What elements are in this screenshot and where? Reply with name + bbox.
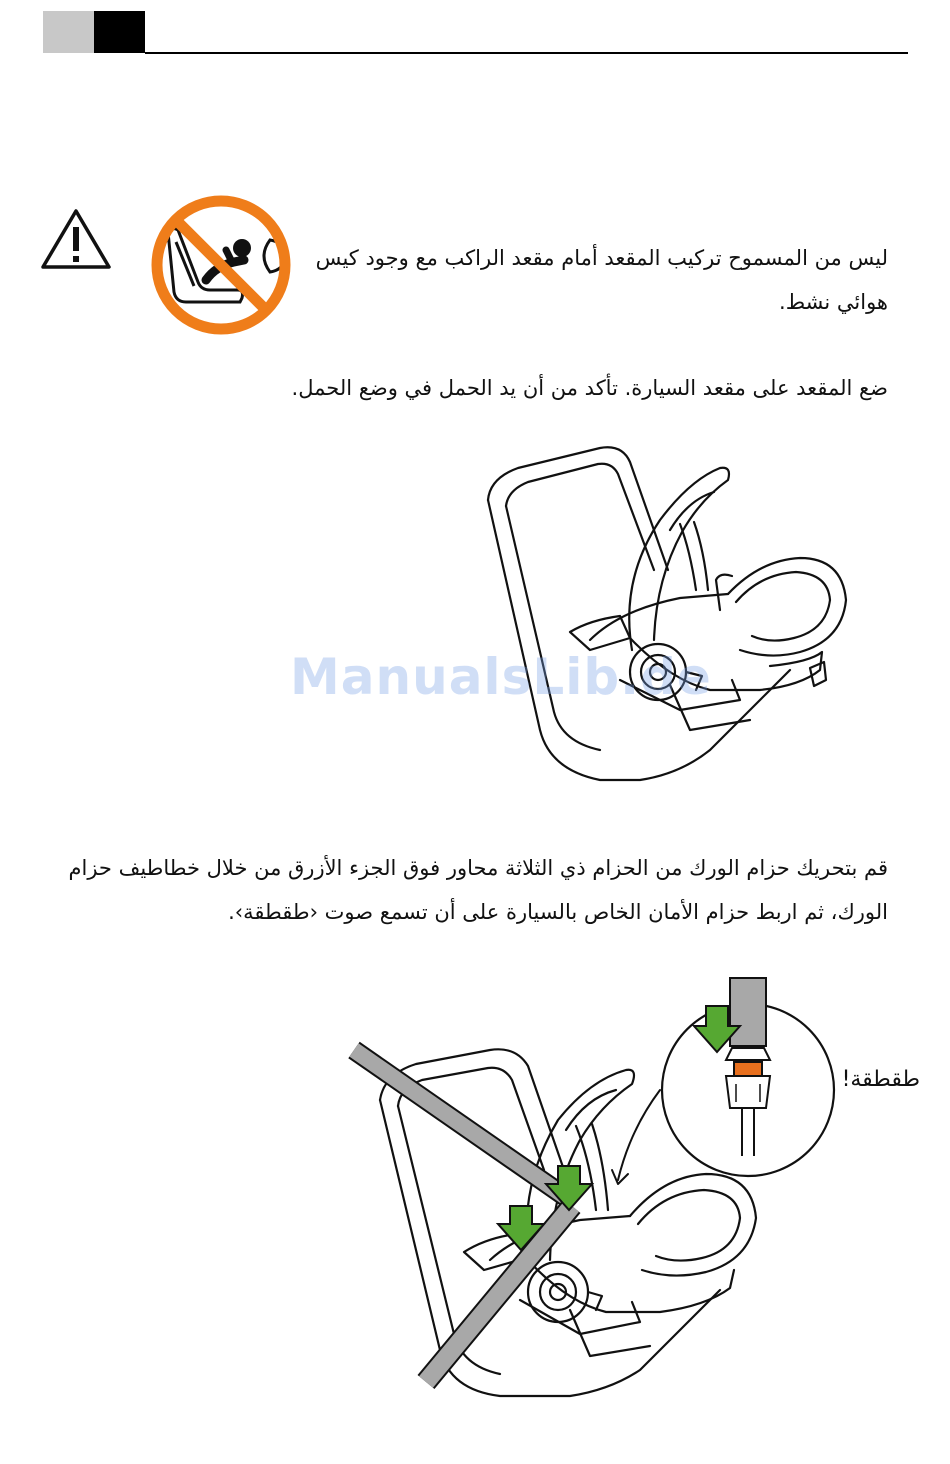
step-1-instruction: ضع المقعد على مقعد السيارة. تأكد من أن يد الحمل في وضع الحمل. xyxy=(291,376,888,400)
watermark: ManualsLib.de xyxy=(290,648,712,706)
click-sound-label: طقطقة! xyxy=(841,1067,920,1092)
header-grey-block xyxy=(43,11,94,53)
airbag-warning-text: ليس من المسموح تركيب المقعد أمام مقعد الراكب مع وجود كيس هوائي نشط. xyxy=(315,246,888,314)
belt-routing-illustration xyxy=(340,970,840,1410)
step-2-instruction: قم بتحريك حزام الورك من الحزام ذي الثلاثة محاور فوق الجزء الأزرق من خلال خطاطيف حزام الورك، ثم اربط حزام الأمان الخاص بالسيارة على أن تسمع صوت ‹طقطقة›. xyxy=(68,856,888,924)
warning-triangle-icon xyxy=(40,207,112,271)
no-active-airbag-icon xyxy=(146,190,296,340)
header-black-block xyxy=(94,11,145,53)
header-rule xyxy=(145,52,908,54)
car-seat-placement-illustration xyxy=(470,440,870,790)
